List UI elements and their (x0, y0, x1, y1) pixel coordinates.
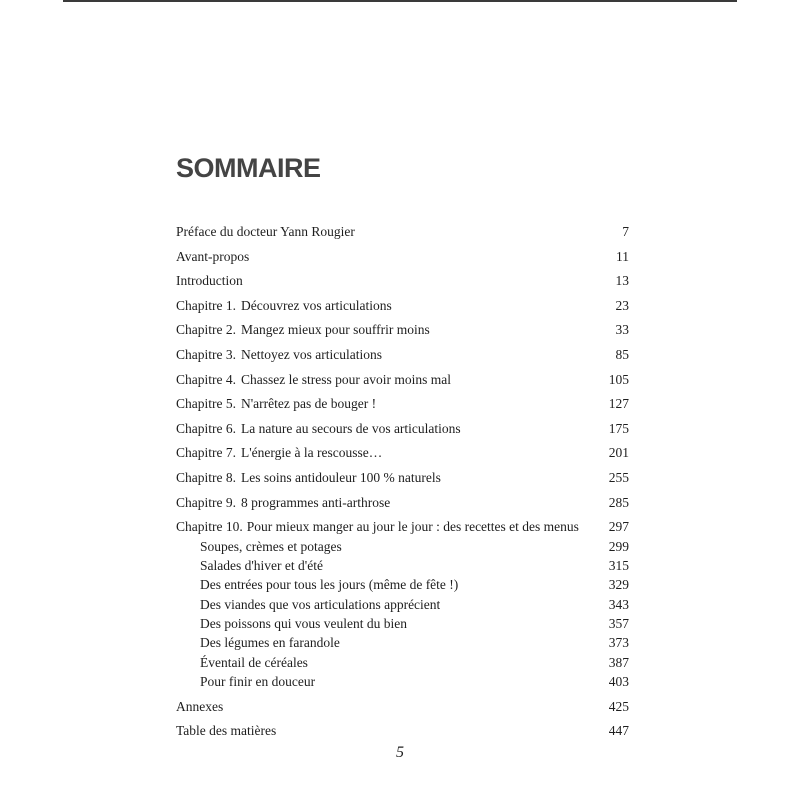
chapter-number: Chapitre 1. (176, 297, 236, 313)
entry-page: 425 (608, 698, 629, 714)
toc-entry-preface (176, 220, 629, 245)
entry-page: 13 (615, 273, 629, 289)
subentry-page: 343 (608, 596, 629, 612)
subentry-title: Des entrées pour tous les jours (même de fête !) (200, 577, 459, 593)
subentry-title: Des viandes que vos articulations apprécient (200, 596, 441, 612)
subentry-page: 357 (608, 616, 629, 632)
entry-page: 105 (608, 371, 629, 387)
toc-subentry (176, 575, 629, 594)
entry-page: 127 (608, 396, 629, 412)
chapter-number: Chapitre 10. (176, 519, 243, 535)
subentry-page: 299 (608, 538, 629, 554)
page-title: SOMMAIRE (176, 153, 321, 183)
subentry-title: Soupes, crèmes et potages (200, 538, 342, 554)
toc-entry-avant-propos (176, 245, 629, 270)
chapter-number: Chapitre 2. (176, 322, 236, 338)
entry-page: 33 (615, 322, 629, 338)
entry-page: 297 (608, 519, 629, 535)
chapter-number: Chapitre 8. (176, 469, 236, 485)
toc-entry-chapter-2 (176, 318, 629, 343)
toc-subentry (176, 633, 629, 652)
chapter-number: Chapitre 7. (176, 445, 236, 461)
entry-title: 8 programmes anti-arthrose (241, 494, 391, 510)
table-of-contents (176, 220, 629, 744)
chapter-number: Chapitre 9. (176, 494, 236, 510)
page-number: 5 (396, 744, 404, 761)
subentry-page: 387 (608, 654, 629, 670)
toc-entry-chapter-10 (176, 517, 629, 536)
entry-title: Avant-propos (176, 248, 250, 264)
toc-entry-chapter-4 (176, 368, 629, 393)
toc-entry-chapter-5 (176, 392, 629, 417)
toc-entry-table-des-matieres (176, 719, 629, 744)
toc-entry-chapter-9 (176, 491, 629, 516)
entry-title: Chassez le stress pour avoir moins mal (241, 371, 451, 387)
entry-title: Préface du docteur Yann Rougier (176, 224, 355, 239)
entry-title: Annexes (176, 698, 224, 714)
toc-entry-chapter-3 (176, 343, 629, 368)
toc-entry-introduction (176, 269, 629, 294)
entry-page: 447 (608, 723, 629, 739)
entry-page: 255 (608, 469, 629, 485)
entry-page: 85 (615, 346, 629, 362)
top-rule (63, 0, 737, 2)
toc-entry-chapter-8 (176, 466, 629, 491)
toc-entry-chapter-6 (176, 417, 629, 442)
entry-page: 201 (608, 445, 629, 461)
toc-subentry (176, 653, 629, 672)
subentry-page: 315 (608, 557, 629, 573)
entry-title: Les soins antidouleur 100 % naturels (241, 469, 441, 485)
subentry-page: 373 (608, 635, 629, 651)
toc-subentry (176, 614, 629, 633)
subentry-title: Pour finir en douceur (200, 674, 316, 690)
subentry-title: Des poissons qui vous veulent du bien (200, 616, 407, 632)
toc-subentry (176, 595, 629, 614)
toc-subentry (176, 537, 629, 556)
entry-title: N'arrêtez pas de bouger ! (241, 396, 377, 412)
entry-title: Introduction (176, 273, 243, 289)
chapter-number: Chapitre 6. (176, 420, 236, 436)
entry-page: 23 (615, 297, 629, 313)
subentry-page: 329 (608, 577, 629, 593)
entry-title: Table des matières (176, 723, 277, 739)
chapter-number: Chapitre 5. (176, 396, 236, 412)
entry-title: Pour mieux manger au jour le jour : des recettes et des menus (246, 519, 579, 535)
toc-entry-chapter-7 (176, 441, 629, 466)
toc-subentry (176, 556, 629, 575)
entry-title: L'énergie à la rescousse… (241, 445, 383, 461)
toc-subentry (176, 672, 629, 691)
subentry-title: Salades d'hiver et d'été (200, 557, 323, 573)
entry-title: La nature au secours de vos articulations (241, 420, 461, 436)
subentry-title: Éventail de céréales (200, 654, 308, 670)
subentry-title: Des légumes en farandole (200, 635, 340, 651)
toc-entry-chapter-1 (176, 294, 629, 319)
entry-page: 7 (622, 224, 629, 239)
entry-title: Découvrez vos articulations (241, 297, 392, 313)
chapter-number: Chapitre 4. (176, 371, 236, 387)
chapter-number: Chapitre 3. (176, 346, 236, 362)
entry-title: Mangez mieux pour souffrir moins (241, 322, 430, 338)
toc-entry-annexes (176, 695, 629, 720)
subentry-page: 403 (608, 674, 629, 690)
entry-title: Nettoyez vos articulations (241, 346, 382, 362)
entry-page: 285 (608, 494, 629, 510)
entry-page: 11 (616, 248, 629, 264)
entry-page: 175 (608, 420, 629, 436)
